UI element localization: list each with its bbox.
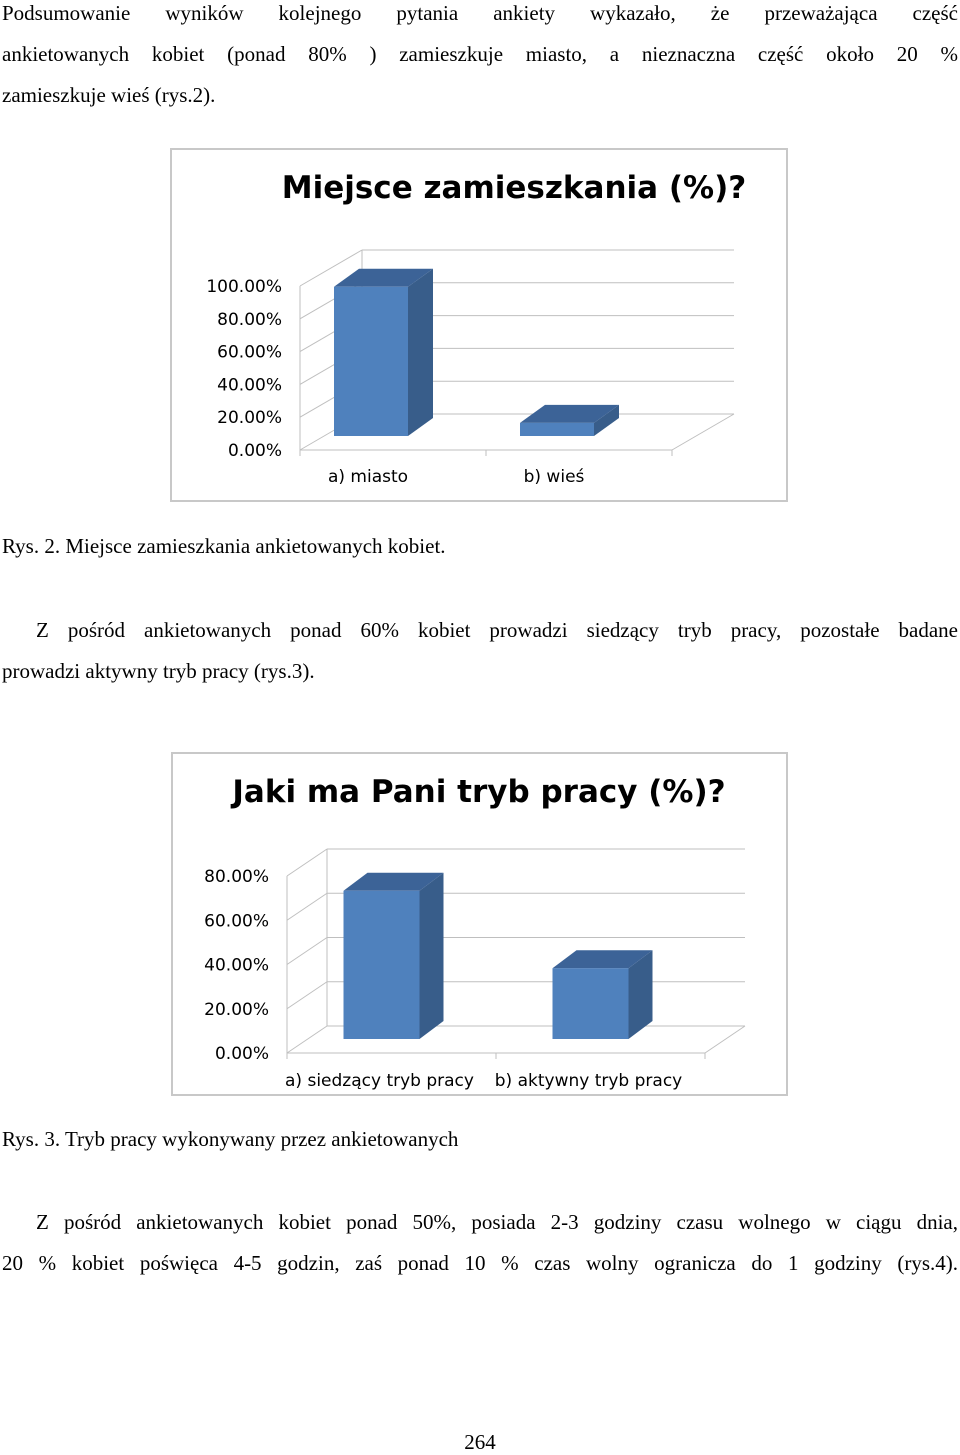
y-tick-label: 0.00% — [227, 441, 282, 461]
side-gridline — [287, 849, 327, 876]
bar — [520, 423, 594, 436]
bar-side — [408, 269, 433, 436]
text-line: Podsumowanie wyników kolejnego pytania ankiety wykazało, że przeważająca część — [2, 1, 958, 25]
y-tick-label: 40.00% — [217, 375, 282, 396]
y-tick-label: 20.00% — [217, 408, 282, 429]
y-tick-label: 100.00% — [206, 277, 282, 297]
side-gridline — [287, 982, 327, 1009]
chart-work-mode — [171, 752, 788, 1096]
work-mode-paragraph — [2, 610, 958, 692]
y-tick-label: 60.00% — [204, 911, 269, 932]
floor-right — [672, 414, 734, 450]
side-gridline — [287, 938, 327, 965]
text-line: Z pośród ankietowanych kobiet ponad 50%, posiada 2-3 godziny czasu wolnego w ciągu dnia, — [36, 1210, 958, 1234]
intro-paragraph — [2, 0, 958, 116]
y-tick-label: 60.00% — [217, 342, 282, 363]
bar-side — [420, 873, 444, 1039]
text-line: ankietowanych kobiet (ponad 80% ) zamieszkuje miasto, a nieznaczna część około 20 % — [2, 42, 958, 66]
chart-residence-svg — [172, 150, 786, 500]
y-tick-label: 0.00% — [214, 1044, 269, 1064]
side-gridline — [287, 893, 327, 920]
text-line: Z pośród ankietowanych ponad 60% kobiet prowadzi siedzący tryb pracy, pozostałe badane — [36, 618, 958, 642]
text-line: prowadzi aktywny tryb pracy (rys.3). — [2, 659, 315, 683]
text-line: 20 % kobiet poświęca 4-5 godzin, zaś ponad 10 % czas wolny ogranicza do 1 godziny (rys.4). — [2, 1251, 958, 1275]
bar — [553, 968, 629, 1039]
chart-work-mode-svg — [173, 754, 786, 1094]
side-gridline — [287, 1026, 327, 1053]
page-number: 264 — [464, 1430, 496, 1454]
x-category-label: a) siedzący tryb pracy — [285, 1071, 474, 1091]
figure-caption-3: Rys. 3. Tryb pracy wykonywany przez ankietowanych — [2, 1127, 459, 1151]
x-category-label: b) wieś — [523, 467, 585, 487]
text-line: zamieszkuje wieś (rys.2). — [2, 83, 216, 107]
bar — [334, 287, 408, 436]
x-category-label: a) miasto — [327, 467, 409, 487]
bar — [344, 891, 420, 1039]
figure-caption-2: Rys. 2. Miejsce zamieszkania ankietowanych kobiet. — [2, 534, 446, 558]
y-tick-label: 80.00% — [217, 309, 282, 330]
y-tick-label: 80.00% — [204, 867, 269, 887]
chart-title: Miejsce zamieszkania (%)? — [281, 170, 747, 206]
y-tick-label: 20.00% — [204, 999, 269, 1020]
free-time-paragraph — [2, 1202, 958, 1284]
floor-right — [705, 1026, 745, 1053]
x-category-label: b) aktywny tryb pracy — [494, 1071, 683, 1091]
y-tick-label: 40.00% — [204, 955, 269, 976]
chart-title: Jaki ma Pani tryb pracy (%)? — [232, 774, 726, 810]
chart-residence — [170, 148, 788, 502]
